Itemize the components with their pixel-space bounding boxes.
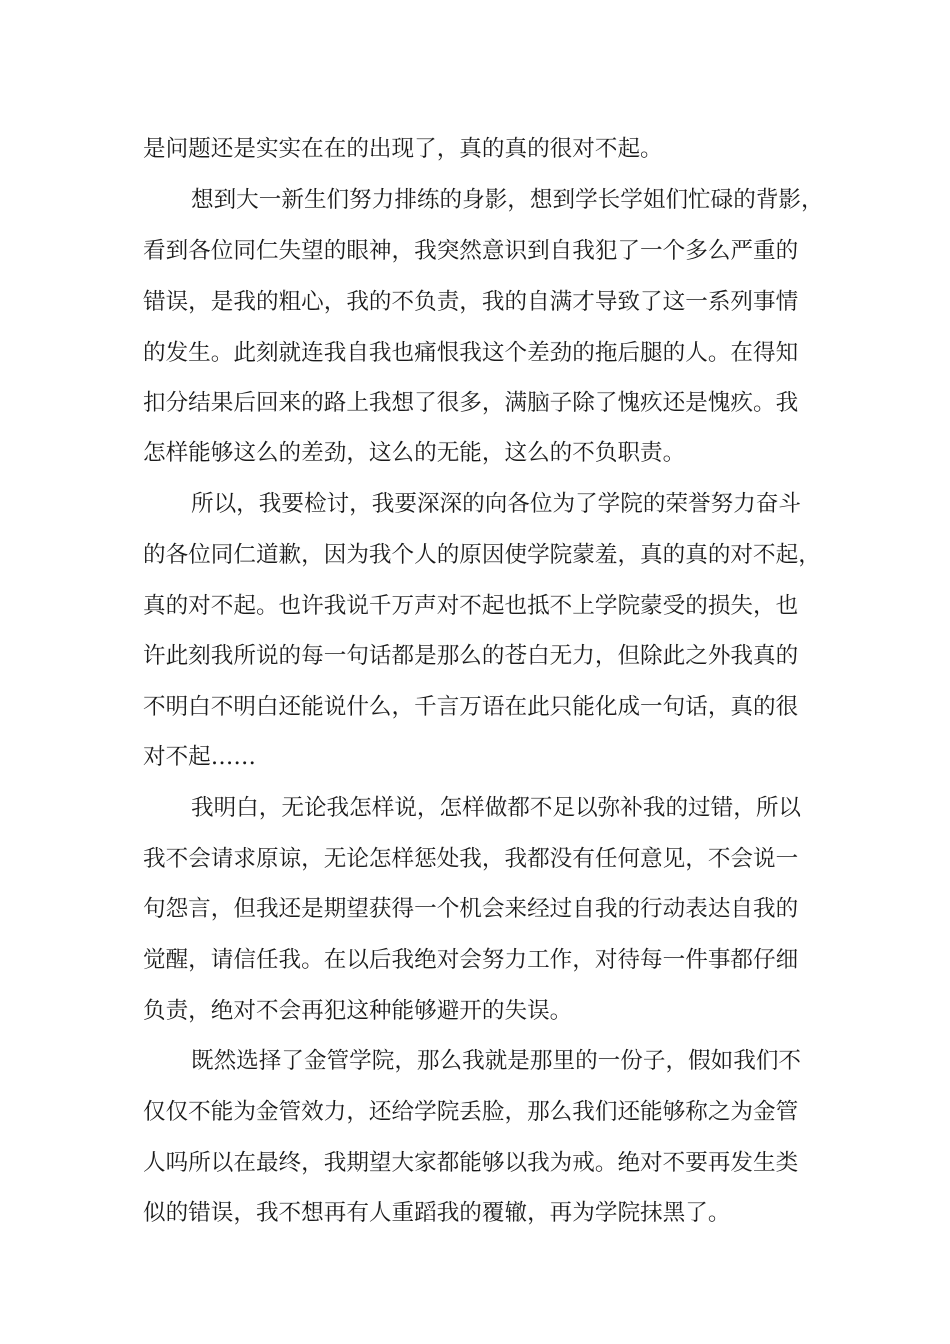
paragraph-4-line-1: 我明白，无论我怎样说，怎样做都不足以弥补我的过错，所以: [191, 795, 802, 821]
paragraph-4-line-5: 负责，绝对不会再犯这种能够避开的失误。: [143, 998, 573, 1024]
paragraph-5-line-4: 似的错误，我不想再有人重蹈我的覆辙，再为学院抹黑了。: [143, 1200, 731, 1226]
paragraph-3-line-6: 对不起……: [143, 744, 256, 770]
paragraph-5-line-2: 仅仅不能为金管效力，还给学院丢脸，那么我们还能够称之为金管: [143, 1099, 799, 1125]
paragraph-3-line-2: 的各位同仁道歉，因为我个人的原因使学院蒙羞，真的真的对不起，: [143, 542, 821, 568]
paragraph-3-line-1: 所以，我要检讨，我要深深的向各位为了学院的荣誉努力奋斗: [191, 491, 802, 517]
paragraph-2-line-3: 错误，是我的粗心，我的不负责，我的自满才导致了这一系列事情: [143, 289, 799, 315]
paragraph-5-line-1: 既然选择了金管学院，那么我就是那里的一份子，假如我们不: [191, 1048, 802, 1074]
paragraph-5-line-3: 人吗所以在最终，我期望大家都能够以我为戒。绝对不要再发生类: [143, 1150, 799, 1176]
paragraph-2-line-5: 扣分结果后回来的路上我想了很多，满脑子除了愧疚还是愧疚。我: [143, 390, 799, 416]
paragraph-3-line-3: 真的对不起。也许我说千万声对不起也抵不上学院蒙受的损失，也: [143, 593, 799, 619]
paragraph-2-line-4: 的发生。此刻就连我自我也痛恨我这个差劲的拖后腿的人。在得知: [143, 340, 799, 366]
paragraph-1-line-1: 是问题还是实实在在的出现了，真的真的很对不起。: [143, 136, 663, 162]
paragraph-2-line-6: 怎样能够这么的差劲，这么的无能，这么的不负职责。: [143, 440, 686, 466]
paragraph-4-line-4: 觉醒，请信任我。在以后我绝对会努力工作，对待每一件事都仔细: [143, 947, 799, 973]
paragraph-3-line-4: 许此刻我所说的每一句话都是那么的苍白无力，但除此之外我真的: [143, 643, 799, 669]
paragraph-4-line-2: 我不会请求原谅，无论怎样惩处我，我都没有任何意见，不会说一: [143, 846, 799, 872]
paragraph-3-line-5: 不明白不明白还能说什么，千言万语在此只能化成一句话，真的很: [143, 694, 799, 720]
paragraph-2-line-1: 想到大一新生们努力排练的身影，想到学长学姐们忙碌的背影，: [191, 187, 824, 213]
paragraph-4-line-3: 句怨言，但我还是期望获得一个机会来经过自我的行动表达自我的: [143, 896, 799, 922]
paragraph-2-line-2: 看到各位同仁失望的眼神，我突然意识到自我犯了一个多么严重的: [143, 238, 799, 264]
